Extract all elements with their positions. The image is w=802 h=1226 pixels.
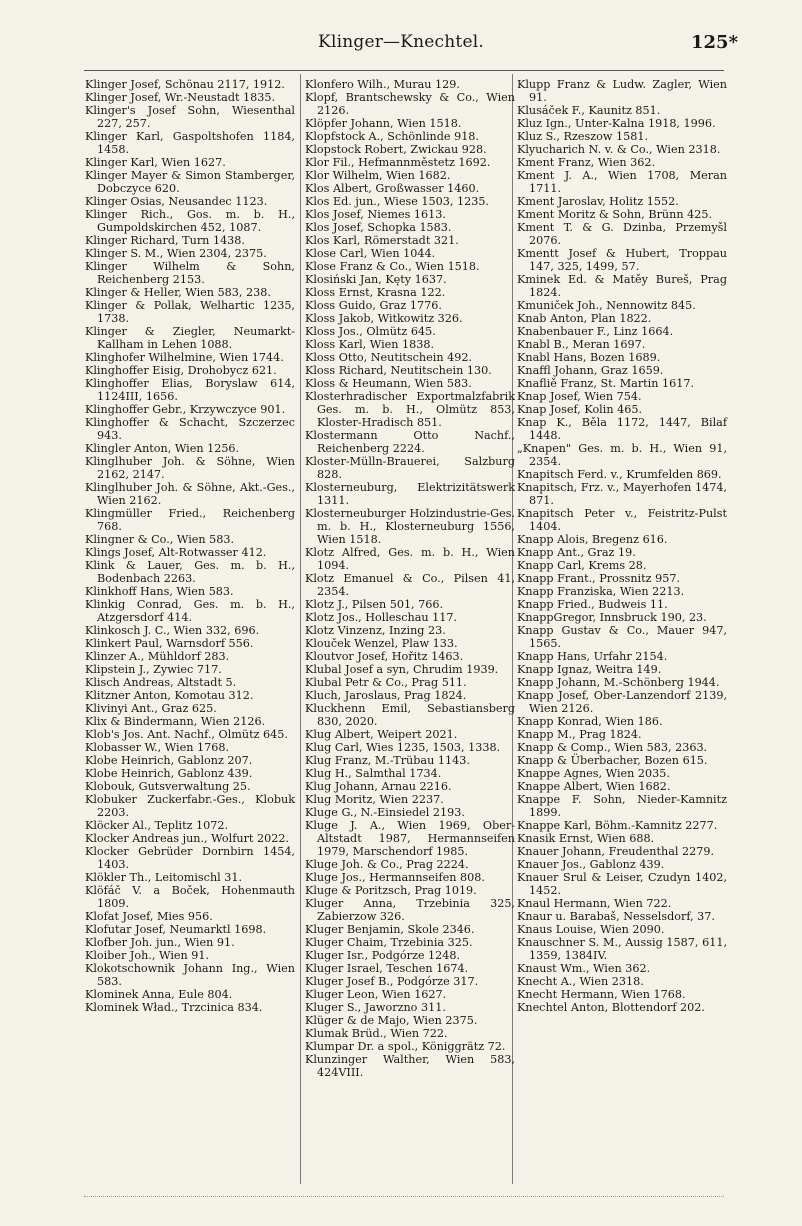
directory-entry: Klinger & Ziegler, Neumarkt-Kallham in Lehen 1088. (85, 325, 295, 351)
directory-entry: Klosterhradischer Exportmalzfabrik Ges. m. b. H., Olmütz 853, Kloster-Hradisch 851. (305, 390, 515, 429)
directory-entry: Knap Josef, Kolin 465. (517, 403, 643, 416)
directory-entry: Knapitsch Peter v., Feistritz-Pulst 1404. (517, 507, 727, 533)
directory-column-3 (517, 78, 727, 1014)
directory-entry: Klinger's Josef Sohn, Wiesenthal 227, 257. (85, 104, 295, 130)
directory-entry: Kluge J. A., Wien 1969, Ober-Altstadt 1987, Hermannseifen 1979, Marschendorf 1985. (305, 819, 515, 858)
directory-entry: Klotz J., Pilsen 501, 766. (305, 598, 444, 611)
directory-entry: Klug Moritz, Wien 2237. (305, 793, 444, 806)
directory-entry: Klumak Brüd., Wien 722. (305, 1027, 448, 1040)
directory-entry: Klug H., Salmthal 1734. (305, 767, 442, 780)
directory-entry: Knapp Ignaz, Weitra 149. (517, 663, 662, 676)
directory-entry: Kluger Isr., Podgórze 1248. (305, 949, 461, 962)
directory-entry: Klusáček F., Kaunitz 851. (517, 104, 661, 117)
directory-entry: Klinger Wilhelm & Sohn, Reichenberg 2153. (85, 260, 295, 286)
directory-entry: Kluch, Jaroslaus, Prag 1824. (305, 689, 467, 702)
directory-entry: Klupp Franz & Ludw. Zagler, Wien 91. (517, 78, 727, 104)
directory-entry: Kloss Otto, Neutitschein 492. (305, 351, 472, 364)
directory-entry: Klos Karl, Römerstadt 321. (305, 234, 459, 247)
directory-entry: Klos Josef, Niemes 1613. (305, 208, 446, 221)
directory-entry: Klobasser W., Wien 1768. (85, 741, 230, 754)
directory-entry: Klingmüller Fried., Reichenberg 768. (85, 507, 295, 533)
directory-column-2 (305, 78, 515, 1079)
directory-entry: Knapp Carl, Krems 28. (517, 559, 647, 572)
directory-entry: Klominek Wład., Trzcinica 834. (85, 1001, 263, 1014)
directory-entry: Klings Josef, Alt-Rotwasser 412. (85, 546, 267, 559)
directory-entry: Klinger & Heller, Wien 583, 238. (85, 286, 271, 299)
directory-entry: Klipstein J., Zywiec 717. (85, 663, 222, 676)
directory-entry: Kment J. A., Wien 1708, Meran 1711. (517, 169, 727, 195)
directory-entry: Klobe Heinrich, Gablonz 207. (85, 754, 253, 767)
directory-entry: Kluger Benjamin, Skole 2346. (305, 923, 475, 936)
directory-entry: Kluckhenn Emil, Sebastiansberg 830, 2020. (305, 702, 515, 728)
directory-entry: Klug Albert, Weipert 2021. (305, 728, 458, 741)
directory-entry: Kloster-Mülln-Brauerei, Salzburg 828. (305, 455, 515, 481)
directory-entry: Knauer Srul & Leiser, Czudyn 1402, 1452. (517, 871, 727, 897)
directory-entry: Kluger Anna, Trzebinia 325, Zabierzow 326. (305, 897, 515, 923)
directory-entry: „Knapen" Ges. m. b. H., Wien 91, 2354. (517, 442, 727, 468)
directory-entry: Klubal Josef a syn, Chrudim 1939. (305, 663, 499, 676)
directory-entry: Klotz Alfred, Ges. m. b. H., Wien 1094. (305, 546, 515, 572)
column-divider (300, 74, 301, 1184)
header-rule (84, 70, 724, 71)
directory-entry: Knapp Konrad, Wien 186. (517, 715, 663, 728)
directory-entry: Knap K., Běla 1172, 1447, Bilaf 1448. (517, 416, 727, 442)
page-title: Klinger—Knechtel. (318, 32, 484, 52)
directory-entry: Kloss Richard, Neutitschein 130. (305, 364, 492, 377)
directory-entry: Kluge & Poritzsch, Prag 1019. (305, 884, 477, 897)
directory-entry: Klinghofer Wilhelmine, Wien 1744. (85, 351, 284, 364)
directory-entry: Kluz S., Rzeszow 1581. (517, 130, 648, 143)
directory-entry: Knaul Hermann, Wien 722. (517, 897, 672, 910)
directory-entry: Klöpfer Johann, Wien 1518. (305, 117, 462, 130)
directory-entry: Klosterneuburg, Elektrizitätswerk 1311. (305, 481, 515, 507)
directory-entry: Klotz Vinzenz, Inzing 23. (305, 624, 446, 637)
directory-entry: Klocker Andreas jun., Wolfurt 2022. (85, 832, 289, 845)
directory-entry: Kluz Ign., Unter-Kalna 1918, 1996. (517, 117, 716, 130)
directory-entry: Kluger Leon, Wien 1627. (305, 988, 447, 1001)
directory-entry: Klofat Josef, Mies 956. (85, 910, 213, 923)
directory-entry: Klinkert Paul, Warnsdorf 556. (85, 637, 254, 650)
directory-entry: Klumpar Dr. a spol., Königgrätz 72. (305, 1040, 506, 1053)
directory-entry: Klitzner Anton, Komotau 312. (85, 689, 254, 702)
directory-entry: Klökler Th., Leitomischl 31. (85, 871, 243, 884)
directory-entry: Kluge Jos., Hermannseifen 808. (305, 871, 485, 884)
directory-entry: Knaust Wm., Wien 362. (517, 962, 651, 975)
directory-entry: Klinghoffer & Schacht, Szczerzec 943. (85, 416, 295, 442)
directory-entry: Kloss Ernst, Krasna 122. (305, 286, 446, 299)
directory-entry: Klöfáč V. a Boček, Hohenmauth 1809. (85, 884, 295, 910)
directory-entry: Klose Franz & Co., Wien 1518. (305, 260, 480, 273)
directory-entry: Knapitsch Ferd. v., Krumfelden 869. (517, 468, 722, 481)
directory-entry: Knab Anton, Plan 1822. (517, 312, 652, 325)
directory-entry: Klinghoffer Eisig, Drohobycz 621. (85, 364, 277, 377)
directory-entry: Klüger & de Majo, Wien 2375. (305, 1014, 478, 1027)
directory-entry: Knapp Alois, Bregenz 616. (517, 533, 668, 546)
bottom-rule (84, 1196, 724, 1198)
directory-entry: Knasik Ernst, Wien 688. (517, 832, 655, 845)
directory-entry: Klinger Karl, Wien 1627. (85, 156, 226, 169)
directory-entry: Knaus Louise, Wien 2090. (517, 923, 665, 936)
directory-entry: Klug Johann, Arnau 2216. (305, 780, 452, 793)
directory-entry: Klinger S. M., Wien 2304, 2375. (85, 247, 267, 260)
directory-entry: Kloss & Heumann, Wien 583. (305, 377, 472, 390)
directory-entry: Klinkosch J. C., Wien 332, 696. (85, 624, 260, 637)
directory-entry: Kluge G., N.-Einsiedel 2193. (305, 806, 465, 819)
directory-entry: Klinger Rich., Gos. m. b. H., Gumpoldskirchen 452, 1087. (85, 208, 295, 234)
directory-entry: Kment Moritz & Sohn, Brünn 425. (517, 208, 712, 221)
directory-entry: Kluger Israel, Teschen 1674. (305, 962, 469, 975)
directory-entry: Klinger Mayer & Simon Stamberger, Dobczyce 620. (85, 169, 295, 195)
directory-entry: Klinger Josef, Wr.-Neustadt 1835. (85, 91, 276, 104)
directory-entry: Kloutvor Josef, Hořitz 1463. (305, 650, 464, 663)
directory-entry: Knafliě Franz, St. Martin 1617. (517, 377, 695, 390)
directory-entry: Klobouk, Gutsverwaltung 25. (85, 780, 251, 793)
directory-entry: Klinglhuber Joh. & Söhne, Wien 2162, 2147. (85, 455, 295, 481)
directory-entry: Kmentt Josef & Hubert, Troppau 147, 325, 1499, 57. (517, 247, 727, 273)
directory-entry: Kluger Chaim, Trzebinia 325. (305, 936, 473, 949)
directory-entry: Klouček Wenzel, Plaw 133. (305, 637, 458, 650)
directory-entry: Knapp Josef, Ober-Lanzendorf 2139, Wien 2126. (517, 689, 727, 715)
directory-entry: Klug Carl, Wies 1235, 1503, 1338. (305, 741, 501, 754)
directory-entry: Kluger S., Jaworzno 311. (305, 1001, 446, 1014)
directory-entry: KnappGregor, Innsbruck 190, 23. (517, 611, 707, 624)
directory-entry: Kloss Jos., Olmütz 645. (305, 325, 436, 338)
directory-entry: Kment Jaroslav, Holitz 1552. (517, 195, 679, 208)
directory-entry: Knauschner S. M., Aussig 1587, 611, 1359, 1384IV. (517, 936, 727, 962)
directory-entry: Knaffl Johann, Graz 1659. (517, 364, 664, 377)
directory-entry: Kluge Joh. & Co., Prag 2224. (305, 858, 469, 871)
directory-entry: Knabenbauer F., Linz 1664. (517, 325, 674, 338)
page-number: 125* (691, 32, 738, 53)
directory-entry: Klinkig Conrad, Ges. m. b. H., Atzgersdorf 414. (85, 598, 295, 624)
directory-entry: Knapitsch, Frz. v., Mayerhofen 1474, 871. (517, 481, 727, 507)
directory-entry: Kminek Ed. & Matěy Bureš, Prag 1824. (517, 273, 727, 299)
directory-entry: Klopf, Brantschewsky & Co., Wien 2126. (305, 91, 515, 117)
directory-entry: Knapp & Comp., Wien 583, 2363. (517, 741, 708, 754)
directory-entry: Klonfero Wilh., Murau 129. (305, 78, 460, 91)
directory-entry: Klofutar Josef, Neumarktl 1698. (85, 923, 267, 936)
directory-entry: Klingler Anton, Wien 1256. (85, 442, 240, 455)
directory-entry: Klinghoffer Elias, Boryslaw 614, 1124III, 1656. (85, 377, 295, 403)
directory-entry: Klivinyi Ant., Graz 625. (85, 702, 217, 715)
directory-entry: Klix & Bindermann, Wien 2126. (85, 715, 266, 728)
directory-entry: Klotz Emanuel & Co., Pilsen 41, 2354. (305, 572, 515, 598)
directory-entry: Knechtel Anton, Blottendorf 202. (517, 1001, 705, 1014)
directory-entry: Knapp Gustav & Co., Mauer 947, 1565. (517, 624, 727, 650)
directory-entry: Klinzer A., Mühldorf 283. (85, 650, 230, 663)
directory-entry: Klominek Anna, Eule 804. (85, 988, 233, 1001)
directory-entry: Knauer Jos., Gablonz 439. (517, 858, 665, 871)
directory-entry: Kluger Josef B., Podgórze 317. (305, 975, 479, 988)
directory-entry: Knauer Johann, Freudenthal 2279. (517, 845, 715, 858)
directory-entry: Klinger & Pollak, Welhartic 1235, 1738. (85, 299, 295, 325)
directory-entry: Klotz Jos., Holleschau 117. (305, 611, 458, 624)
directory-entry: Klinger Osias, Neusandec 1123. (85, 195, 268, 208)
directory-entry: Klor Wilhelm, Wien 1682. (305, 169, 451, 182)
directory-entry: Klokotschownik Johann Ing., Wien 583. (85, 962, 295, 988)
directory-entry: Knapp Franziska, Wien 2213. (517, 585, 685, 598)
directory-column-1 (85, 78, 295, 1014)
directory-entry: Knaur u. Barabaš, Nesselsdorf, 37. (517, 910, 715, 923)
directory-entry: Klinglhuber Joh. & Söhne, Akt.-Ges., Wien 2162. (85, 481, 295, 507)
directory-entry: Knapp Fried., Budweis 11. (517, 598, 668, 611)
directory-entry: Klopstock Robert, Zwickau 928. (305, 143, 487, 156)
directory-entry: Klingner & Co., Wien 583. (85, 533, 235, 546)
directory-entry: Klinghoffer Gebr., Krzywczyce 901. (85, 403, 286, 416)
directory-entry: Klinger Richard, Turn 1438. (85, 234, 245, 247)
directory-entry: Klink & Lauer, Ges. m. b. H., Bodenbach 2263. (85, 559, 295, 585)
directory-entry: Klor Fil., Hefmannměstetz 1692. (305, 156, 491, 169)
directory-entry: Kloiber Joh., Wien 91. (85, 949, 210, 962)
directory-entry: Knapp Hans, Urfahr 2154. (517, 650, 668, 663)
directory-entry: Knapp Frant., Prossnitz 957. (517, 572, 680, 585)
directory-entry: Klisch Andreas, Altstadt 5. (85, 676, 237, 689)
directory-entry: Klosterneuburger Holzindustrie-Ges. m. b. H., Klosterneuburg 1556, Wien 1518. (305, 507, 515, 546)
directory-entry: Knappe F. Sohn, Nieder-Kamnitz 1899. (517, 793, 727, 819)
directory-entry: Knabl Hans, Bozen 1689. (517, 351, 661, 364)
directory-entry: Knecht Hermann, Wien 1768. (517, 988, 686, 1001)
directory-entry: Knabl B., Meran 1697. (517, 338, 646, 351)
directory-entry: Klobuker Zuckerfabr.-Ges., Klobuk 2203. (85, 793, 295, 819)
directory-entry: Klunzinger Walther, Wien 583, 424VIII. (305, 1053, 515, 1079)
directory-entry: Klinkhoff Hans, Wien 583. (85, 585, 234, 598)
directory-entry: Klob's Jos. Ant. Nachf., Olmütz 645. (85, 728, 288, 741)
directory-entry: Klocker Gebrüder Dornbirn 1454, 1403. (85, 845, 295, 871)
directory-entry: Kment Franz, Wien 362. (517, 156, 656, 169)
directory-entry: Knapp M., Prag 1824. (517, 728, 642, 741)
directory-entry: Klopfstock A., Schönlinde 918. (305, 130, 479, 143)
directory-entry: Klobe Heinrich, Gablonz 439. (85, 767, 253, 780)
directory-entry: Klose Carl, Wien 1044. (305, 247, 436, 260)
directory-entry: Knecht A., Wien 2318. (517, 975, 644, 988)
directory-entry: Knap Josef, Wien 754. (517, 390, 642, 403)
directory-entry: Klofber Joh. jun., Wien 91. (85, 936, 235, 949)
page-header (0, 32, 802, 62)
directory-entry: Klos Josef, Schopka 1583. (305, 221, 452, 234)
directory-entry: Knapp Johann, M.-Schönberg 1944. (517, 676, 720, 689)
directory-entry: Klos Ed. jun., Wiese 1503, 1235. (305, 195, 489, 208)
directory-entry: Kment T. & G. Dzinba, Przemyšl 2076. (517, 221, 727, 247)
directory-entry: Klöcker Al., Teplitz 1072. (85, 819, 229, 832)
directory-entry: Klinger Josef, Schönau 2117, 1912. (85, 78, 285, 91)
directory-entry: Klug Franz, M.-Trübau 1143. (305, 754, 470, 767)
directory-entry: Kmuniček Joh., Nennowitz 845. (517, 299, 696, 312)
directory-entry: Knapp Ant., Graz 19. (517, 546, 636, 559)
directory-entry: Kloss Karl, Wien 1838. (305, 338, 435, 351)
directory-entry: Klostermann Otto Nachf., Reichenberg 2224. (305, 429, 515, 455)
directory-entry: Klinger Karl, Gaspoltshofen 1184, 1458. (85, 130, 295, 156)
directory-entry: Kloss Guido, Graz 1776. (305, 299, 442, 312)
directory-entry: Knappe Agnes, Wien 2035. (517, 767, 670, 780)
directory-entry: Klosiński Jan, Kęty 1637. (305, 273, 447, 286)
directory-entry: Klubal Petr & Co., Prag 511. (305, 676, 467, 689)
directory-entry: Knappe Albert, Wien 1682. (517, 780, 671, 793)
directory-entry: Klyucharich N. v. & Co., Wien 2318. (517, 143, 721, 156)
directory-entry: Kloss Jakob, Witkowitz 326. (305, 312, 463, 325)
directory-entry: Knapp & Überbacher, Bozen 615. (517, 754, 708, 767)
directory-entry: Klos Albert, Großwasser 1460. (305, 182, 480, 195)
directory-entry: Knappe Karl, Böhm.-Kamnitz 2277. (517, 819, 718, 832)
